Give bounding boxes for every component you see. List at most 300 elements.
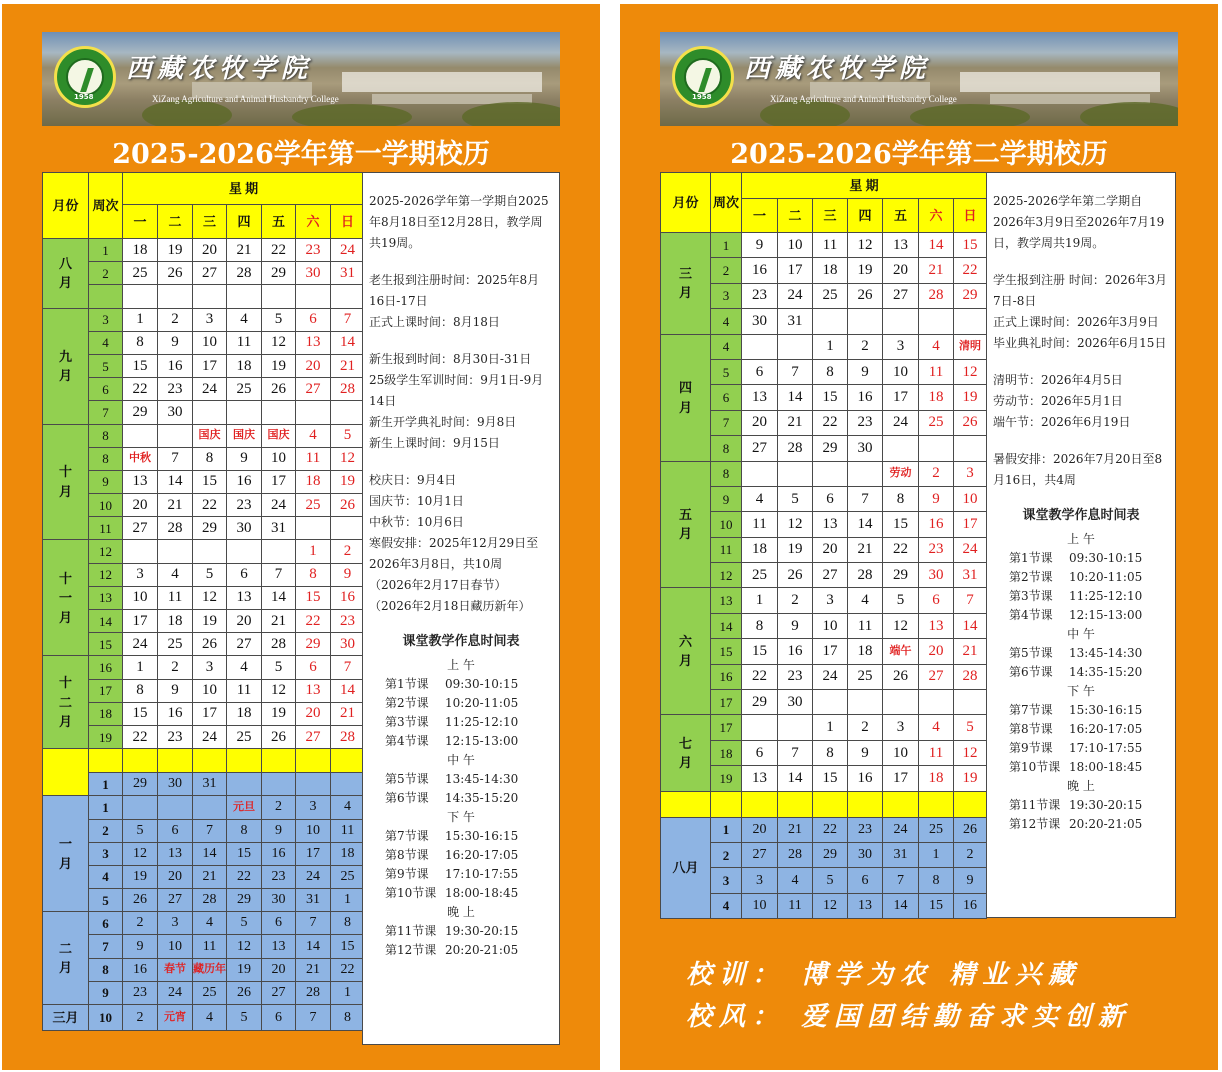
note-line: 暑假安排：2026年7月20日至8月16日，共4周 [993, 452, 1163, 487]
day-cell [296, 517, 331, 540]
day-cell: 10 [193, 331, 227, 354]
day-cell: 6 [296, 308, 331, 331]
day-cell: 14 [883, 893, 919, 918]
day-cell: 3 [193, 308, 227, 331]
day-cell: 5 [331, 424, 365, 447]
day-cell [296, 285, 331, 308]
holiday-cell: 元旦 [227, 796, 262, 819]
day-cell: 3 [296, 796, 331, 819]
college-logo-icon: 1958 [54, 46, 116, 108]
day-cell: 31 [331, 262, 365, 285]
weekday-header: 四 [848, 199, 883, 233]
day-cell: 1 [123, 656, 158, 679]
month-label: 二 月 [43, 912, 89, 1005]
week-number [89, 749, 123, 773]
day-cell [848, 791, 883, 817]
day-cell: 13 [813, 512, 848, 537]
day-cell: 26 [262, 378, 296, 401]
semester-title: 2025-2026学年第二学期校历 [730, 139, 1108, 170]
day-cell: 17 [778, 258, 813, 283]
week-row [43, 633, 365, 656]
day-cell: 5 [193, 563, 227, 586]
day-cell: 10 [742, 893, 778, 918]
week-number: 1 [89, 773, 123, 796]
day-cell: 28 [193, 889, 227, 912]
day-cell: 27 [296, 725, 331, 748]
day-cell: 26 [227, 981, 262, 1004]
day-cell: 5 [262, 656, 296, 679]
second-semester-panel [620, 4, 1218, 1070]
day-cell: 23 [158, 725, 193, 748]
period-time: 17:10-17:55 [445, 867, 519, 881]
day-cell: 19 [193, 610, 227, 633]
day-cell: 24 [778, 283, 813, 308]
period-time: 13:45-14:30 [1069, 646, 1143, 660]
day-cell: 23 [331, 610, 365, 633]
day-cell: 19 [954, 766, 987, 791]
period-label: 第8节课 [1009, 722, 1053, 736]
schedule-section: 晚 上 [447, 905, 475, 919]
period-label: 第12节课 [385, 943, 437, 957]
day-cell: 27 [123, 517, 158, 540]
day-cell [158, 285, 193, 308]
day-cell: 14 [158, 470, 193, 493]
day-cell: 15 [883, 512, 919, 537]
schedule-row [993, 758, 1169, 777]
day-cell: 13 [296, 679, 331, 702]
day-cell: 14 [296, 935, 331, 958]
day-cell: 28 [227, 262, 262, 285]
day-cell: 6 [158, 819, 193, 842]
week-number: 7 [711, 410, 742, 435]
holiday-cell: 清明 [954, 334, 987, 359]
day-cell [954, 690, 987, 715]
day-cell [954, 309, 987, 334]
day-cell: 4 [158, 563, 193, 586]
note-line: 25级学生军训时间：9月1日-9月14日 [369, 373, 544, 408]
day-cell [262, 401, 296, 424]
period-label: 第4节课 [385, 734, 429, 748]
week-row [43, 239, 365, 262]
period-time: 09:30-10:15 [1069, 551, 1143, 565]
day-cell: 25 [158, 633, 193, 656]
day-cell [883, 436, 919, 461]
day-cell [262, 773, 296, 796]
day-cell [193, 540, 227, 563]
day-cell: 8 [742, 613, 778, 638]
week-number: 10 [89, 494, 123, 517]
day-cell: 16 [158, 702, 193, 725]
day-cell: 19 [158, 239, 193, 262]
day-cell [813, 461, 848, 486]
period-time: 11:25-12:10 [1069, 589, 1143, 603]
month-label: 十 月 [43, 424, 89, 540]
day-cell [331, 749, 365, 773]
day-cell: 16 [227, 470, 262, 493]
day-cell: 21 [227, 239, 262, 262]
day-cell: 30 [331, 633, 365, 656]
day-cell: 22 [262, 239, 296, 262]
day-cell: 26 [778, 563, 813, 588]
schedule-row [993, 606, 1169, 625]
day-cell: 27 [193, 262, 227, 285]
week-number: 8 [89, 958, 123, 981]
day-cell: 5 [813, 868, 848, 893]
day-cell: 18 [919, 385, 954, 410]
day-cell: 31 [262, 517, 296, 540]
day-cell: 26 [158, 262, 193, 285]
day-cell: 18 [848, 639, 883, 664]
day-cell [919, 436, 954, 461]
day-cell: 12 [848, 233, 883, 258]
day-cell: 29 [193, 517, 227, 540]
period-label: 第2节课 [1009, 570, 1053, 584]
week-number: 4 [711, 893, 742, 918]
day-cell: 11 [813, 233, 848, 258]
week-number: 19 [89, 725, 123, 748]
day-cell: 9 [954, 868, 987, 893]
day-cell [742, 715, 778, 740]
day-cell: 17 [123, 610, 158, 633]
day-cell: 18 [227, 702, 262, 725]
schedule-row [369, 846, 553, 865]
week-number: 12 [89, 540, 123, 563]
schedule-section: 中 午 [447, 753, 475, 767]
day-cell [296, 401, 331, 424]
college-banner [660, 32, 1178, 126]
semester-notes [986, 172, 1176, 918]
day-cell [742, 334, 778, 359]
week-row [43, 749, 365, 773]
day-cell: 22 [742, 664, 778, 689]
day-cell: 27 [883, 283, 919, 308]
day-cell: 1 [123, 308, 158, 331]
week-number: 13 [711, 588, 742, 613]
day-cell [813, 309, 848, 334]
day-cell: 20 [919, 639, 954, 664]
day-cell [848, 309, 883, 334]
semester-title: 2025-2026学年第一学期校历 [112, 139, 490, 170]
day-cell: 17 [813, 639, 848, 664]
day-cell: 24 [262, 494, 296, 517]
note-line: 校庆日：9月4日 [369, 473, 457, 487]
schedule-section: 中 午 [1067, 627, 1095, 641]
weekday-title: 星 期 [123, 173, 365, 205]
day-cell: 21 [193, 865, 227, 888]
day-cell: 15 [123, 702, 158, 725]
week-header: 周次 [89, 173, 123, 239]
day-cell: 22 [193, 494, 227, 517]
period-time: 17:10-17:55 [1069, 741, 1143, 755]
day-cell: 25 [296, 494, 331, 517]
schedule-row [369, 865, 553, 884]
week-number: 7 [89, 401, 123, 424]
day-cell: 21 [296, 958, 331, 981]
day-cell: 6 [262, 1005, 296, 1031]
day-cell: 19 [331, 470, 365, 493]
day-cell: 19 [262, 354, 296, 377]
week-number: 10 [89, 1005, 123, 1031]
schedule-row [993, 549, 1169, 568]
day-cell: 2 [331, 540, 365, 563]
note-line: 劳动节：2026年5月1日 [993, 394, 1123, 408]
day-cell [954, 791, 987, 817]
note-line: 新生上课时间：9月15日 [369, 436, 500, 450]
day-cell: 22 [954, 258, 987, 283]
note-line: 中秋节：10月6日 [369, 515, 464, 529]
day-cell: 13 [296, 331, 331, 354]
day-cell: 25 [742, 563, 778, 588]
period-label: 第7节课 [385, 829, 429, 843]
day-cell: 27 [919, 664, 954, 689]
note-line: 毕业典礼时间：2026年6月15日 [993, 336, 1167, 350]
day-cell: 17 [883, 766, 919, 791]
day-cell: 7 [848, 486, 883, 511]
day-cell: 16 [848, 766, 883, 791]
period-label: 第9节课 [1009, 741, 1053, 755]
week-row [43, 865, 365, 888]
day-cell: 4 [193, 1005, 227, 1031]
week-number: 5 [711, 359, 742, 384]
month-label [661, 791, 711, 817]
day-cell: 11 [227, 331, 262, 354]
schedule-row [369, 884, 553, 903]
day-cell: 31 [954, 563, 987, 588]
day-cell: 13 [919, 613, 954, 638]
period-label: 第4节课 [1009, 608, 1053, 622]
day-cell: 9 [331, 563, 365, 586]
note-line: 寒假安排：2025年12月29日至2026年3月8日，共10周 [369, 536, 539, 571]
day-cell [262, 285, 296, 308]
period-time: 15:30-16:15 [445, 829, 519, 843]
weekday-header: 六 [296, 205, 331, 239]
week-row [43, 912, 365, 935]
day-cell: 1 [331, 981, 365, 1004]
period-label: 第12节课 [1009, 817, 1061, 831]
day-cell: 23 [778, 664, 813, 689]
day-cell: 8 [123, 679, 158, 702]
day-cell: 22 [296, 610, 331, 633]
day-cell: 10 [158, 935, 193, 958]
period-time: 13:45-14:30 [445, 772, 519, 786]
day-cell: 3 [123, 563, 158, 586]
day-cell: 3 [742, 868, 778, 893]
day-cell: 30 [848, 842, 883, 867]
day-cell: 11 [778, 893, 813, 918]
schedule-row [993, 644, 1169, 663]
day-cell: 20 [883, 258, 919, 283]
day-cell: 9 [158, 679, 193, 702]
week-row [661, 588, 987, 613]
week-number: 13 [89, 586, 123, 609]
day-cell: 21 [778, 410, 813, 435]
day-cell: 11 [296, 447, 331, 470]
day-cell: 17 [193, 702, 227, 725]
day-cell: 18 [919, 766, 954, 791]
month-label: 八 月 [43, 239, 89, 309]
day-cell: 14 [331, 679, 365, 702]
day-cell [227, 540, 262, 563]
day-cell: 28 [296, 981, 331, 1004]
day-cell: 13 [883, 233, 919, 258]
month-label: 三 月 [661, 233, 711, 335]
day-cell: 17 [296, 842, 331, 865]
week-row [661, 334, 987, 359]
week-row [661, 233, 987, 258]
day-cell: 27 [742, 436, 778, 461]
period-label: 第5节课 [385, 772, 429, 786]
week-number: 7 [89, 935, 123, 958]
month-label: 十 一 月 [43, 540, 89, 656]
day-cell: 20 [813, 537, 848, 562]
period-label: 第3节课 [385, 715, 429, 729]
week-number: 11 [711, 537, 742, 562]
day-cell: 5 [883, 588, 919, 613]
day-cell: 9 [158, 331, 193, 354]
day-cell: 4 [227, 656, 262, 679]
period-label: 第7节课 [1009, 703, 1053, 717]
day-cell: 24 [883, 410, 919, 435]
day-cell: 5 [123, 819, 158, 842]
week-number: 8 [711, 436, 742, 461]
day-cell [193, 401, 227, 424]
day-cell: 26 [954, 410, 987, 435]
day-cell: 21 [262, 610, 296, 633]
day-cell: 14 [954, 613, 987, 638]
day-cell: 23 [227, 494, 262, 517]
day-cell: 14 [193, 842, 227, 865]
day-cell: 4 [193, 912, 227, 935]
period-time: 20:20-21:05 [1069, 817, 1143, 831]
schedule-row [993, 701, 1169, 720]
day-cell: 8 [331, 1005, 365, 1031]
period-time: 12:15-13:00 [445, 734, 519, 748]
week-row [43, 702, 365, 725]
day-cell [262, 749, 296, 773]
schedule-row [369, 770, 553, 789]
day-cell: 14 [778, 766, 813, 791]
day-cell: 1 [813, 715, 848, 740]
day-cell: 22 [813, 817, 848, 842]
week-number: 8 [89, 447, 123, 470]
schedule-title: 课堂教学作息时间表 [402, 634, 520, 649]
day-cell: 7 [296, 1005, 331, 1031]
schedule-row [993, 663, 1169, 682]
period-time: 20:20-21:05 [445, 943, 519, 957]
day-cell: 24 [331, 239, 365, 262]
day-cell: 12 [123, 842, 158, 865]
day-cell: 7 [193, 819, 227, 842]
period-time: 12:15-13:00 [1069, 608, 1143, 622]
week-row [43, 958, 365, 981]
week-row [43, 424, 365, 447]
month-label: 七 月 [661, 715, 711, 791]
day-cell: 15 [813, 766, 848, 791]
day-cell: 3 [883, 715, 919, 740]
day-cell: 9 [123, 935, 158, 958]
day-cell: 16 [919, 512, 954, 537]
week-number: 19 [711, 766, 742, 791]
day-cell: 4 [227, 308, 262, 331]
week-number: 2 [89, 819, 123, 842]
day-cell: 17 [883, 385, 919, 410]
day-cell: 27 [227, 633, 262, 656]
day-cell: 12 [813, 893, 848, 918]
weekday-header: 三 [193, 205, 227, 239]
day-cell: 16 [158, 354, 193, 377]
note-line: 2025-2026学年第二学期自2026年3月9日至2026年7月19日，教学周共19周。 [993, 194, 1165, 250]
week-number: 4 [711, 309, 742, 334]
day-cell: 11 [742, 512, 778, 537]
day-cell: 30 [158, 773, 193, 796]
day-cell [296, 773, 331, 796]
day-cell: 11 [848, 613, 883, 638]
day-cell: 15 [296, 586, 331, 609]
day-cell: 24 [193, 725, 227, 748]
period-label: 第1节课 [385, 677, 429, 691]
day-cell: 19 [954, 385, 987, 410]
week-number [711, 791, 742, 817]
weekday-header: 三 [813, 199, 848, 233]
day-cell: 1 [813, 334, 848, 359]
week-number: 1 [711, 233, 742, 258]
week-number: 12 [89, 563, 123, 586]
day-cell: 27 [262, 981, 296, 1004]
calendar-table [660, 172, 987, 919]
day-cell: 31 [883, 842, 919, 867]
weekday-header: 五 [883, 199, 919, 233]
period-label: 第1节课 [1009, 551, 1053, 565]
week-row [43, 889, 365, 912]
note-line: （2026年2月18日藏历新年） [369, 599, 531, 613]
period-time: 10:20-11:05 [445, 696, 519, 710]
week-row [43, 981, 365, 1004]
day-cell: 10 [778, 233, 813, 258]
day-cell: 29 [883, 563, 919, 588]
week-row [43, 517, 365, 540]
day-cell: 17 [262, 470, 296, 493]
week-number: 15 [89, 633, 123, 656]
day-cell: 10 [883, 740, 919, 765]
day-cell: 20 [742, 817, 778, 842]
day-cell: 2 [123, 912, 158, 935]
day-cell: 30 [227, 517, 262, 540]
day-cell: 2 [919, 461, 954, 486]
week-number: 2 [89, 262, 123, 285]
day-cell: 18 [742, 537, 778, 562]
day-cell [158, 749, 193, 773]
day-cell: 25 [919, 817, 954, 842]
day-cell: 15 [954, 233, 987, 258]
day-cell: 11 [919, 359, 954, 384]
week-number: 3 [89, 308, 123, 331]
month-header: 月份 [661, 173, 711, 233]
day-cell: 13 [158, 842, 193, 865]
month-label: 六 月 [661, 588, 711, 715]
day-cell: 24 [296, 865, 331, 888]
week-row [661, 715, 987, 740]
day-cell [883, 690, 919, 715]
day-cell: 16 [123, 958, 158, 981]
day-cell: 18 [158, 610, 193, 633]
week-number: 4 [89, 865, 123, 888]
day-cell: 12 [883, 613, 919, 638]
day-cell [778, 791, 813, 817]
day-cell: 29 [296, 633, 331, 656]
day-cell: 21 [919, 258, 954, 283]
day-cell: 14 [778, 385, 813, 410]
week-number: 18 [89, 702, 123, 725]
